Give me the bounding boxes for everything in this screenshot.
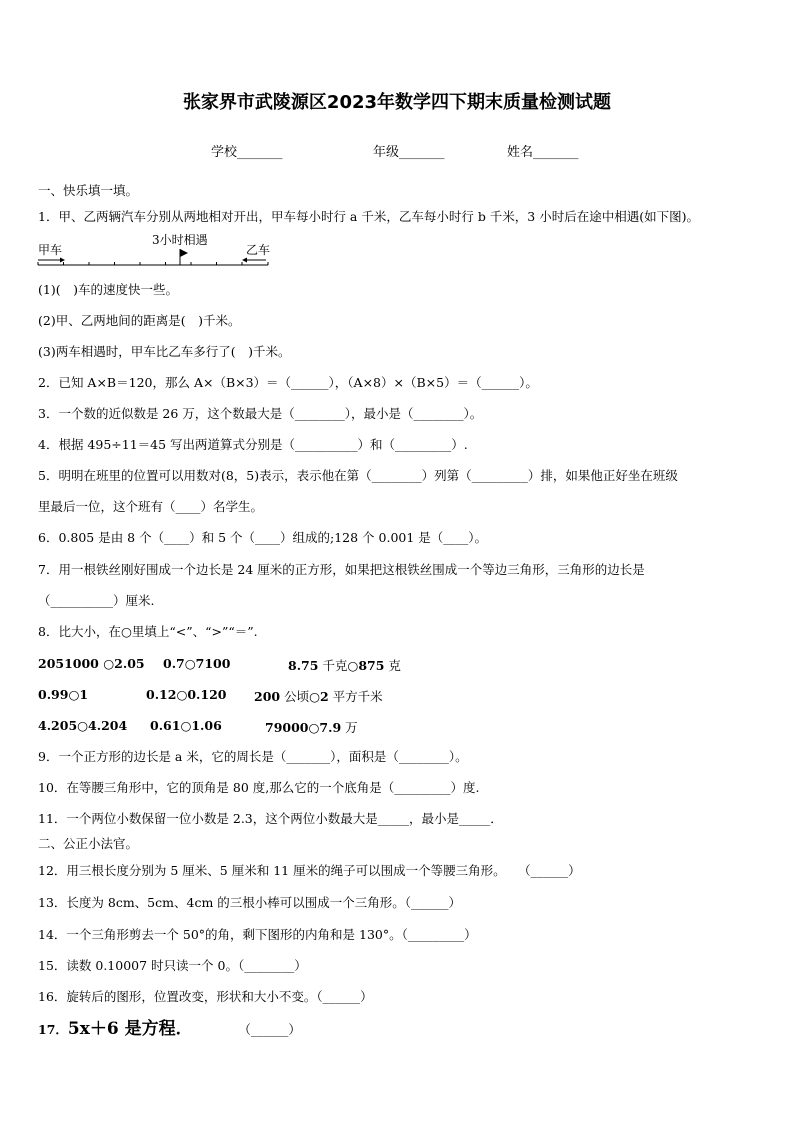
question-4: 4．根据 495÷11＝45 写出两道算式分别是（__________）和（_________）. [38, 437, 468, 452]
compare-item: 79000○7.9 万 [265, 720, 358, 735]
compare-item: 0.7○7100 [163, 656, 231, 671]
question-12: 12．用三根长度分别为 5 厘米、5 厘米和 11 厘米的绳子可以围成一个等腰三角形。 （______） [38, 863, 581, 878]
question-17-expression: 5x＋6 [67, 1019, 119, 1039]
meeting-diagram [34, 229, 284, 273]
question-1: 1．甲、乙两辆汽车分别从两地相对开出，甲车每小时行 a 千米，乙车每小时行 b 千米，3 小时后在途中相遇(如下图)。 [38, 209, 699, 224]
right-car-label: 乙车 [246, 243, 271, 257]
compare-item: 0.61○1.06 [150, 718, 222, 733]
question-5-line-1: 5．明明在班里的位置可以用数对(8，5)表示，表示他在第（________）列第（_________）排，如果他正好坐在班级 [38, 468, 678, 483]
question-17 [38, 1021, 301, 1038]
question-7-line-2: （__________）厘米. [38, 593, 155, 608]
question-5-line-2: 里最后一位，这个班有（____）名学生。 [38, 499, 264, 514]
question-1-2: (2)甲、乙两地间的距离是( )千米。 [38, 313, 241, 328]
question-11: 11．一个两位小数保留一位小数是 2.3，这个两位小数最大是_____，最小是_____． [38, 811, 503, 826]
question-13: 13．长度为 8cm、5cm、4cm 的三根小棒可以围成一个三角形。（______） [38, 895, 462, 910]
question-2: 2．已知 A×B＝120，那么 A×（B×3）＝（______），（A×8）×（B×5）＝（______）。 [38, 375, 538, 390]
compare-item: 0.12○0.120 [146, 687, 227, 702]
question-17-text: 是方程． [118, 1019, 193, 1039]
question-1-3: (3)两车相遇时，甲车比乙车多行了( )千米。 [38, 344, 291, 359]
compare-item: 2051000 ○2.05 [38, 656, 145, 671]
question-6: 6．0.805 是由 8 个（____）和 5 个（____）组成的;128 个 0.001 是（____）。 [38, 530, 488, 545]
left-arrow-head [60, 258, 65, 263]
left-car-label: 甲车 [38, 243, 63, 257]
question-17-number: 17． [38, 1022, 68, 1037]
question-17-answer-blank[interactable]: （______） [244, 1022, 301, 1037]
compare-item: 0.99○1 [38, 687, 89, 702]
question-7-line-1: 7．用一根铁丝刚好围成一个边长是 24 厘米的正方形，如果把这根铁丝围成一个等边三角形，三角形的边长是 [38, 562, 645, 577]
section-heading-fill-in: 一、快乐填一填。 [38, 183, 139, 198]
school-field[interactable]: 学校_______ [211, 145, 283, 160]
meet-label: 3小时相遇 [152, 233, 208, 247]
question-10: 10．在等腰三角形中，它的顶角是 80 度,那么它的一个底角是（_________）度. [38, 780, 480, 795]
page-title: 张家界市武陵源区2023年数学四下期末质量检测试题 [182, 92, 612, 113]
name-field[interactable]: 姓名_______ [507, 145, 579, 160]
right-arrow-head [242, 258, 247, 263]
compare-item: 200 公顷○2 平方千米 [254, 689, 383, 704]
question-3: 3．一个数的近似数是 26 万，这个数最大是（________），最小是（________）。 [38, 406, 483, 421]
flag-icon [180, 249, 188, 257]
grade-field[interactable]: 年级_______ [373, 145, 445, 160]
compare-item: 4.205○4.204 [38, 718, 128, 733]
question-9: 9．一个正方形的边长是 a 米，它的周长是（_______），面积是（________）。 [38, 749, 468, 764]
question-1-1: (1)( )车的速度快一些。 [38, 282, 178, 297]
compare-item: 8.75 千克○875 克 [288, 658, 401, 673]
section-heading-judge: 二、公正小法官。 [38, 836, 139, 851]
question-15: 15．读数 0.10007 时只读一个 0。（________） [38, 958, 307, 973]
question-16: 16．旋转后的图形，位置改变，形状和大小不变。（______） [38, 989, 373, 1004]
question-14: 14．一个三角形剪去一个 50°的角，剩下图形的内角和是 130°。（_________） [38, 927, 477, 942]
question-8: 8．比大小，在○里填上“<”、“>”“＝”. [38, 624, 258, 639]
